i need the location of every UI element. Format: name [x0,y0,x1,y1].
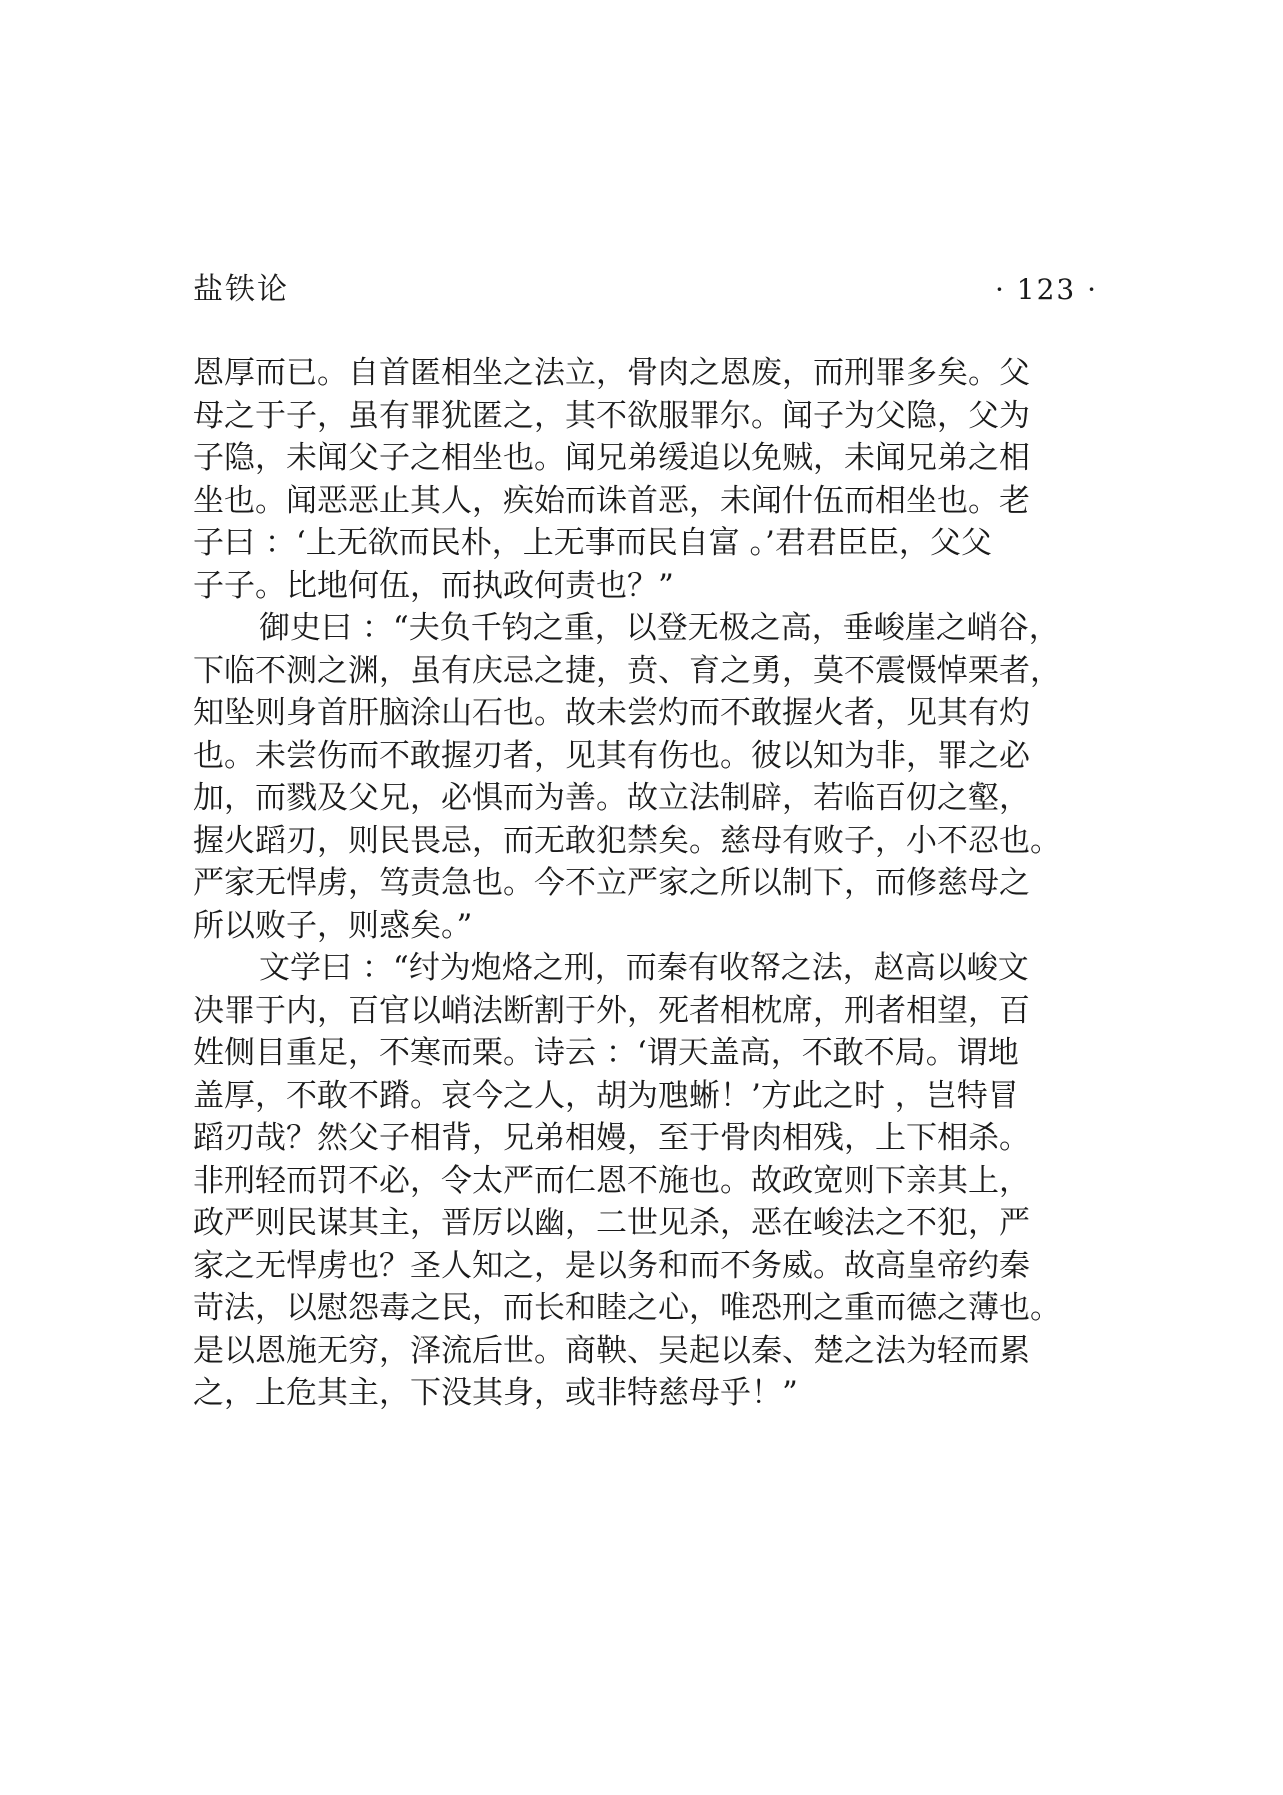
text-line: 子隐，未闻父子之相坐也。闻兄弟缓追以免贼，未闻兄弟之相 [193,440,1030,476]
text-line: 所以败子，则惑矣。” [193,907,473,944]
text-line: 苛法，以慰怨毒之民，而长和睦之心，唯恐刑之重而德之薄也。 [193,1290,1061,1326]
text-line: 决罪于内，百官以峭法断割于外，死者相枕席，刑者相望，百 [193,992,1030,1029]
text-line: 子曰 ：‘上无欲而民朴，上无事而民自富 。’君君臣臣，父父 [193,525,992,561]
text-line: 加，而戮及父兄，必惧而为善。故立法制辟，若临百仞之壑， [193,780,1030,816]
text-line: 政严则民谋其主，晋厉以幽，二世见杀，恶在峻法之不犯，严 [193,1205,1030,1241]
text-line: 母之于子，虽有罪犹匿之，其不欲服罪尔。闻子为父隐，父为 [193,397,1030,434]
text-line: 也。未尝伤而不敢握刃者，见其有伤也。彼以知为非，罪之必 [193,737,1030,774]
text-line: 盖厚，不敢不蹐。哀今之人，胡为虺蜥！’方此之时 ，岂特冒 [193,1077,1019,1114]
text-line: 恩厚而已。自首匿相坐之法立，骨肉之恩废，而刑罪多矣。父 [193,355,1030,391]
body-text [193,352,1093,1415]
text-line: 家之无悍虏也？圣人知之，是以务和而不务威。故高皇帝约秦 [193,1247,1030,1284]
text-line: 之，上危其主，下没其身，或非特慈母乎！” [193,1375,798,1411]
text-line: 非刑轻而罚不必，令太严而仁恩不施也。故政宽则下亲其上， [193,1162,1030,1199]
text-line: 子子。比地何伍，而执政何责也？” [193,567,674,604]
text-line: 蹈刃哉？然父子相背，兄弟相嫚，至于骨肉相残，上下相杀。 [193,1120,1030,1156]
paragraph-first-line: 御史曰 ：“夫负千钧之重，以登无极之高，垂峻崖之峭谷， [259,610,1060,646]
text-line: 握火蹈刃，则民畏忌，而无敢犯禁矣。慈母有败子，小不忍也。 [193,822,1061,859]
paragraph-first-line: 文学曰 ：“纣为炮烙之刑，而秦有收帑之法，赵高以峻文 [259,950,1029,986]
running-title: 盐铁论 [193,272,289,307]
text-line: 是以恩施无穷，泽流后世。商鞅、吴起以秦、楚之法为轻而累 [193,1332,1030,1369]
page-number: · 123 · [994,273,1098,306]
page-header [193,266,1098,314]
text-line: 坐也。闻恶恶止其人，疾始而诛首恶，未闻什伍而相坐也。老 [193,482,1030,519]
text-line: 知坠则身首肝脑涂山石也。故未尝灼而不敢握火者，见其有灼 [193,695,1030,731]
text-line: 下临不测之渊，虽有庆忌之捷，贲、育之勇，莫不震慑悼栗者， [193,652,1061,689]
text-line: 姓侧目重足，不寒而栗。诗云 ：‘谓天盖高，不敢不局。谓地 [193,1035,1019,1071]
text-line: 严家无悍虏，笃责急也。今不立严家之所以制下，而修慈母之 [193,865,1030,901]
